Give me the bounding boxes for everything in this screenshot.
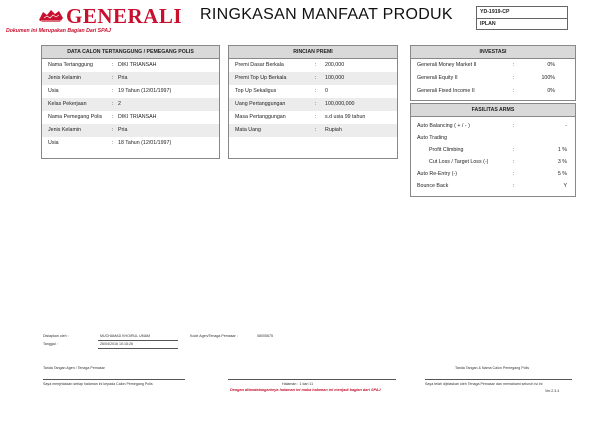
row-value: 5 % <box>557 171 567 177</box>
row-label: Nama Tertanggung <box>48 62 93 68</box>
info-row <box>42 111 219 124</box>
row-separator: : <box>513 171 515 177</box>
row-label: Auto Re-Entry (-) <box>417 171 458 177</box>
row-value: Pria <box>118 127 128 133</box>
product-code: YD-1919-CP <box>480 9 510 15</box>
row-label: Bounce Back <box>417 183 449 189</box>
row-value: 19 Tahun (12/01/1997) <box>118 88 172 94</box>
row-label: Profit Climbing <box>429 147 464 153</box>
row-separator: : <box>315 62 317 68</box>
code-box <box>476 6 568 30</box>
info-row <box>229 98 397 111</box>
row-separator: : <box>112 114 114 120</box>
spaj-note: Dengan ditandatanganinya halaman ini maka halaman ini menjadi bagian dari SPAJ <box>230 388 381 392</box>
row-label: Masa Pertanggungan <box>235 114 286 120</box>
panel-title: RINCIAN PREMI <box>229 46 397 59</box>
row-label: Jenis Kelamin <box>48 127 81 133</box>
row-separator: : <box>513 88 515 94</box>
row-label: Usia <box>48 88 59 94</box>
row-label: Generali Equity II <box>417 75 458 81</box>
data-tertanggung-panel <box>41 45 220 159</box>
row-label: Uang Pertanggungan <box>235 101 286 107</box>
row-value: 100,000 <box>325 75 345 81</box>
info-row <box>42 124 219 137</box>
row-value: 3 % <box>557 159 567 165</box>
row-value: s.d usia 99 tahun <box>325 114 366 120</box>
row-value: 1 % <box>557 147 567 153</box>
row-separator: : <box>513 123 515 129</box>
row-value: Y <box>563 183 567 189</box>
info-row <box>411 180 575 192</box>
row-separator: : <box>513 183 515 189</box>
logo-text: GENERALI <box>66 4 183 28</box>
info-row <box>411 156 575 168</box>
row-label: Top Up Sekaligus <box>235 88 277 94</box>
info-row <box>42 137 219 150</box>
row-separator: : <box>112 101 114 107</box>
row-value: 100,000,000 <box>325 101 355 107</box>
row-label: Usia <box>48 140 59 146</box>
row-value: DIKI TRIANSAH <box>118 62 157 68</box>
ttd-agen-label: Tanda Tangan Agen / Tenaga Pemasar <box>43 366 105 370</box>
info-row <box>229 111 397 124</box>
row-label: Kelas Pekerjaan <box>48 101 87 107</box>
row-value: 0% <box>547 62 555 68</box>
row-value: - <box>565 123 567 129</box>
product-name: IPLAN <box>477 18 567 30</box>
ttd-calon-label: Tanda Tangan & Nama Calon Pemegang Polis <box>455 366 530 370</box>
row-separator: : <box>513 147 515 153</box>
generali-logo <box>36 4 183 28</box>
info-row <box>411 72 575 85</box>
row-value: Pria <box>118 75 128 81</box>
disiapkan-label: Disiapkan oleh : <box>43 334 69 338</box>
row-separator: : <box>315 75 317 81</box>
row-separator: : <box>315 88 317 94</box>
row-value: 0% <box>547 88 555 94</box>
row-separator: : <box>513 75 515 81</box>
info-row <box>42 72 219 85</box>
left-note: Saya menjelaskan setiap halaman ini kepada Calon Pemegang Polis <box>43 382 153 386</box>
row-label: Auto Trading <box>417 135 448 141</box>
info-row <box>229 85 397 98</box>
signature-line-center <box>228 379 396 380</box>
info-row <box>411 132 575 144</box>
row-label: Mata Uang <box>235 127 261 133</box>
row-separator: : <box>315 101 317 107</box>
info-row <box>42 85 219 98</box>
tanggal-label: Tanggal : <box>43 342 58 346</box>
row-value: 200,000 <box>325 62 345 68</box>
rincian-premi-panel <box>228 45 398 159</box>
panel-title: DATA CALON TERTANGGUNG / PEMEGANG POLIS <box>42 46 219 59</box>
row-label: Jenis Kelamin <box>48 75 81 81</box>
page-title: RINGKASAN MANFAAT PRODUK <box>200 6 453 23</box>
row-label: Nama Pemegang Polis <box>48 114 103 120</box>
row-value: 2 <box>118 101 121 107</box>
row-value: 0 <box>325 88 328 94</box>
row-value: Rupiah <box>325 127 342 133</box>
page-number: Halaman : 1 dari 11 <box>282 382 314 386</box>
info-row <box>229 124 397 137</box>
row-label: Auto Balancing ( + / - ) <box>417 123 470 129</box>
info-row <box>42 59 219 72</box>
right-note: Saya telah dijelaskan oleh Tenaga Pemasar dan memahami seluruh isi ini <box>425 382 543 386</box>
divider <box>98 340 178 341</box>
lion-icon <box>38 8 64 24</box>
info-row <box>411 168 575 180</box>
panel-title: INVESTASI <box>411 46 575 59</box>
info-row <box>229 72 397 85</box>
document-subtitle: Dokumen ini Merupakan Bagian Dari SPAJ <box>6 28 111 34</box>
info-row <box>411 144 575 156</box>
version-text: Ver.2.3.4 <box>545 389 560 393</box>
row-value: 100% <box>541 75 555 81</box>
row-label: Cut Loss / Target Loss (-) <box>429 159 489 165</box>
row-label: Premi Dasar Berkala <box>235 62 284 68</box>
disiapkan-value: MUCHAMAD KHOIRUL UMAM <box>100 334 150 338</box>
row-separator: : <box>112 140 114 146</box>
kode-agen-label: Kode Agen/Tenaga Pemasar : <box>190 334 238 338</box>
row-value: 18 Tahun (12/01/1997) <box>118 140 172 146</box>
row-separator: : <box>112 75 114 81</box>
info-row <box>411 120 575 132</box>
row-separator: : <box>513 62 515 68</box>
row-separator: : <box>315 127 317 133</box>
row-value: DIKI TRIANSAH <box>118 114 157 120</box>
kode-agen-value: 08005675 <box>257 334 273 338</box>
tanggal-value: 26/04/2016 10:15:26 <box>100 342 133 346</box>
investasi-panel <box>410 45 576 101</box>
row-separator: : <box>513 159 515 165</box>
info-row <box>229 59 397 72</box>
row-label: Premi Top Up Berkala <box>235 75 287 81</box>
divider <box>98 348 178 349</box>
signature-line-calon <box>425 379 572 380</box>
row-separator: : <box>112 62 114 68</box>
row-separator: : <box>315 114 317 120</box>
row-label: Generali Money Market II <box>417 62 477 68</box>
fasilitas-arms-panel <box>410 103 576 197</box>
row-label: Generali Fixed Income II <box>417 88 475 94</box>
info-row <box>42 98 219 111</box>
signature-line-agen <box>43 379 185 380</box>
info-row <box>411 85 575 98</box>
row-separator: : <box>112 88 114 94</box>
panel-title: FASILITAS ARMS <box>411 104 575 117</box>
info-row <box>411 59 575 72</box>
row-separator: : <box>112 127 114 133</box>
